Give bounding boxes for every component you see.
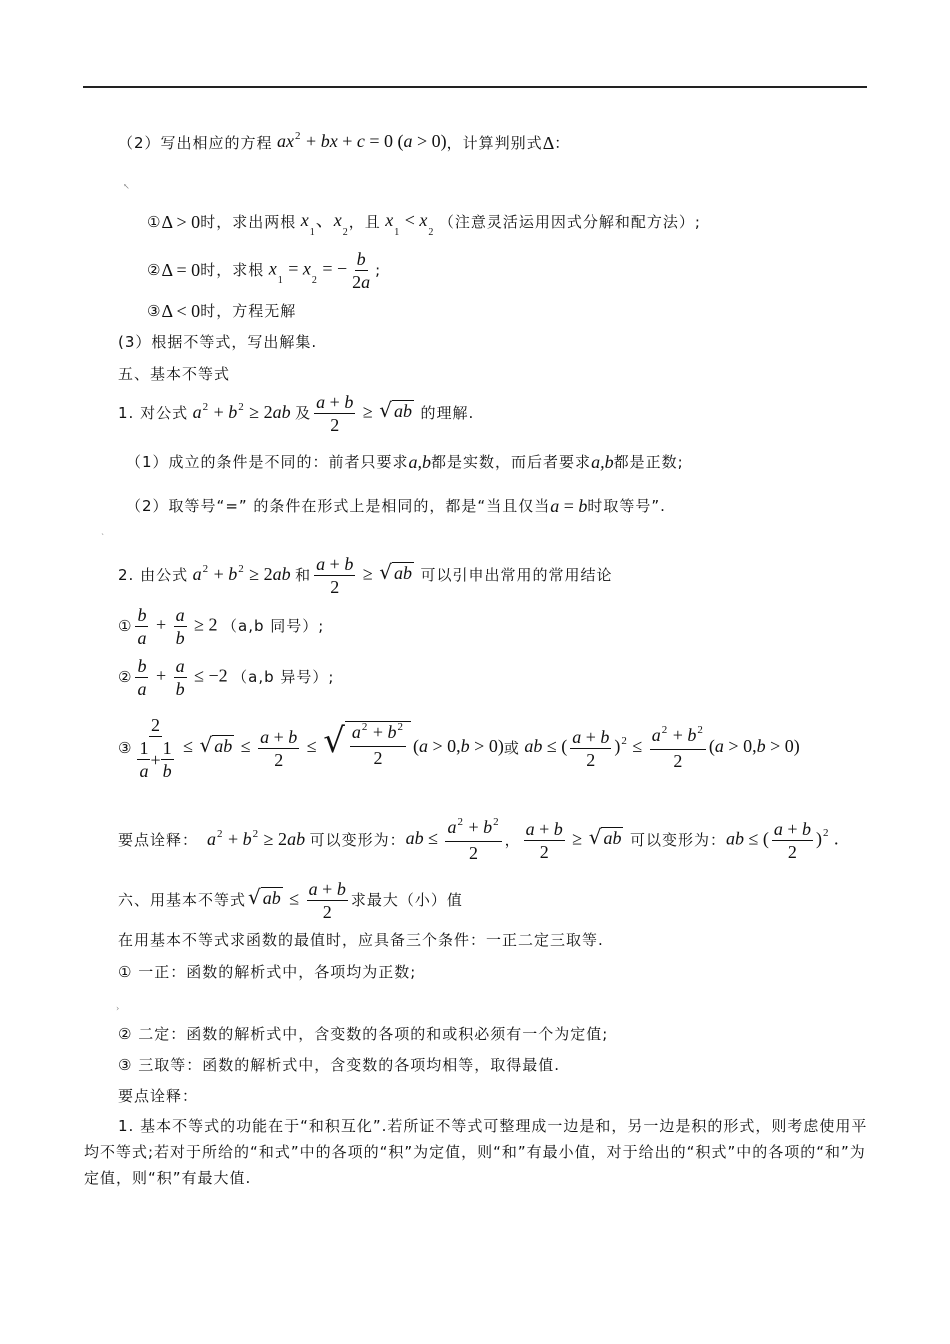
stray-mark: ↖	[123, 182, 130, 191]
item1-line: 1. 对公式 $a^2 + b^2 \ge 2ab$ 及 $\frac{a + b}{2}$ ≥ √ ab 的理解.	[118, 391, 475, 435]
item1-point1: （1）成立的条件是不同的：前者只要求 a,b 都是实数，而后者要求 a,b 都是正数;	[126, 452, 684, 472]
rule-positive: ① 一正：函数的解析式中，各项均为正数;	[118, 963, 417, 981]
section6-intro: 在用基本不等式求函数的最值时，应具备三个条件：一正二定三取等.	[118, 931, 604, 949]
step3-line: (3）根据不等式，写出解集.	[118, 333, 318, 351]
header-rule	[83, 86, 867, 88]
step2-line: （2）写出相应的方程 $ax^2$ + bx + c = 0 (a > 0) ，计算判别式 Δ ：	[118, 130, 571, 153]
section5-title: 五、基本不等式	[118, 365, 231, 383]
stray-mark: ›	[116, 1004, 120, 1013]
item2-line: 2. 由公式 $a^2 + b^2 \ge 2ab$ 和 $\frac{a + b}{2}$ ≥ √ ab 可以引申出常用的常用结论	[118, 553, 613, 597]
key-point-paragraph: 1. 基本不等式的功能在于“和积互化”.若所证不等式可整理成一边是和，另一边是积的形式，则考虑使用平均不等式;若对于所给的“和式”中的各项的“积”为定值，则“和”有最小值，对于给出的“积式”中的各项的“和”为定值，则“积”有最大值.	[84, 1117, 868, 1187]
stray-mark: ˋ	[101, 533, 105, 542]
case3-line: ③ Δ < 0 时，方程无解	[147, 301, 297, 321]
case1-line: ① Δ > 0 时，求出两根 $x_1$、$x_2$ ，且 $x_1 < x_2$ （注意灵活运用因式分解和配方法）;	[147, 210, 701, 238]
key-point-line: 要点诠释： $a^2 + b^2 \ge 2ab$ 可以变形为： ab ≤ $\frac{a^2 + b^2}{2}$ ， $\frac{a + b}{2}$ ≥ √ ab 可以变形为： ab ≤ ( $\frac{a + b}{2}$ )$^2$ .	[118, 816, 839, 863]
conclusion-2: ② $\frac{b}{a}$ + $\frac{a}{b}$ ≤ −2 （a,b 异号）;	[118, 655, 335, 699]
rule-fixed: ② 二定：函数的解析式中，含变数的各项的和或积必须有一个为定值;	[118, 1025, 609, 1043]
rule-equal: ③ 三取等：函数的解析式中，含变数的各项均相等，取得最值.	[118, 1056, 560, 1074]
conclusion-1: ① $\frac{b}{a}$ + $\frac{a}{b}$ ≥ 2 （a,b 同号）;	[118, 604, 325, 648]
quadratic-equation: $ax^2$ + bx + c = 0 (a > 0)	[277, 130, 447, 151]
item1-point2: （2）取等号“=” 的条件在形式上是相同的，都是“当且仅当 a = b 时取等号”.	[126, 496, 666, 516]
case2-line: ② Δ = 0 时，求根 $x_1 = x_2$ = − $\frac{b}{2a}$ ;	[147, 248, 382, 292]
conclusion-3: ③ 2 $\frac{1}{a}$ + $\frac{1}{b}$ ≤ √ ab ≤ $\frac{a + b}{2}$ ≤ √ $\frac{a^2 + b^2}{2}$ (a > 0,b > 0) 或 ab ≤ ( $\frac{a + b}{2}$ )$^2$ ≤ $\frac{a^2 + b^2}{2}$ (a > 0,b > 0)	[118, 715, 800, 781]
section6-title: 六、用基本不等式 √ ab ≤ $\frac{a + b}{2}$ 求最大（小）值	[118, 878, 463, 922]
key-point-label: 要点诠释：	[118, 1087, 199, 1105]
